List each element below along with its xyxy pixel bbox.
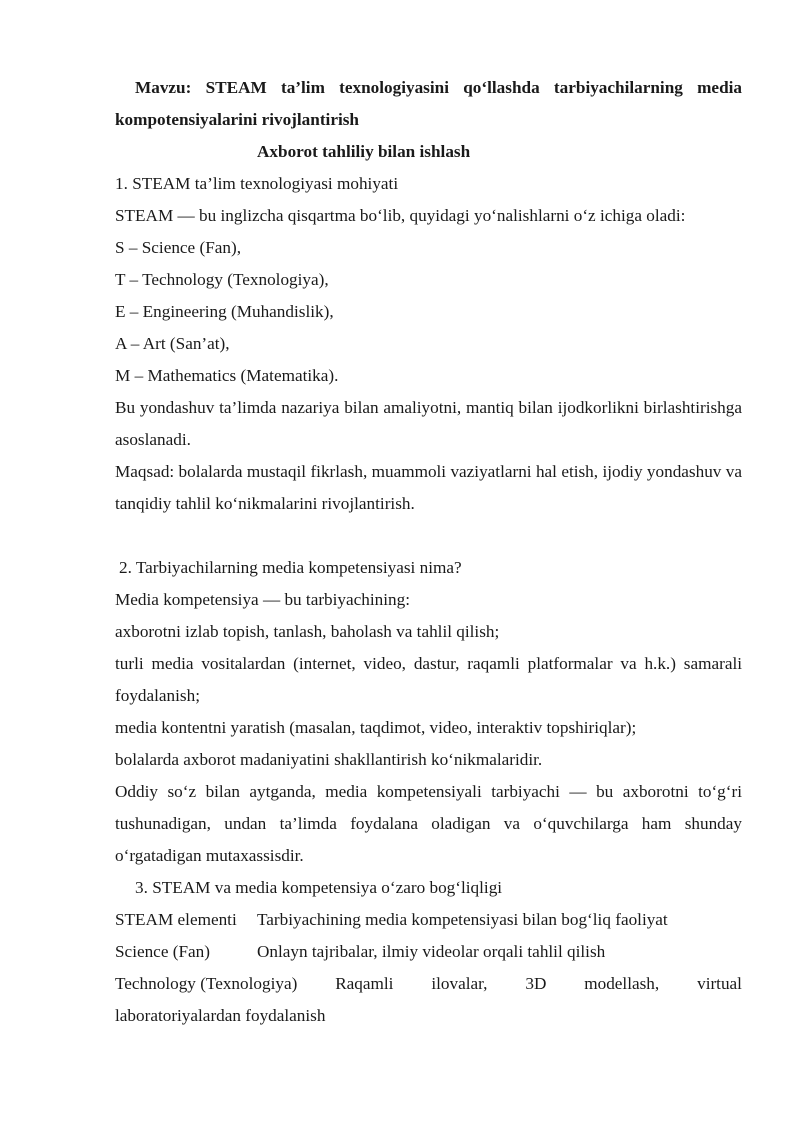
media-item-2: turli media vositalardan (internet, video, dastur, raqamli platformalar va h.k.) samarali foydalanish; bbox=[115, 654, 742, 705]
table-row bbox=[115, 936, 742, 968]
media-item-3: media kontentni yaratish (masalan, taqdimot, video, interaktiv topshiriqlar); bbox=[115, 718, 637, 737]
steam-item-m: M – Mathematics (Matematika). bbox=[115, 366, 339, 385]
table-header-activity: Tarbiyachining media kompetensiyasi bilan bog‘liq faoliyat bbox=[257, 910, 668, 929]
section-1-paragraph-2: Maqsad: bolalarda mustaqil fikrlash, muammoli vaziyatlarni hal etish, ijodiy yondashuv va tanqidiy tahlil ko‘nikmalarini rivojlantirish. bbox=[115, 462, 742, 513]
steam-item-a: A – Art (San’at), bbox=[115, 334, 230, 353]
table-header-row bbox=[115, 904, 742, 936]
table-cell-activity-continuation: laboratoriyalardan foydalanish bbox=[115, 1006, 326, 1025]
section-2-conclusion: Oddiy so‘z bilan aytganda, media kompetensiyali tarbiyachi — bu axborotni to‘g‘ri tushunadigan, undan ta’limda foydalana oladigan va o‘quvchilarga ham shunday o‘rgatadigan mutaxassisdir. bbox=[115, 782, 742, 865]
document-content bbox=[115, 72, 742, 1032]
steam-item-s: S – Science (Fan), bbox=[115, 238, 242, 257]
table-header-element: STEAM elementi bbox=[115, 910, 237, 929]
document-subtitle: Axborot tahliliy bilan ishlash bbox=[257, 142, 471, 161]
table-cell-activity: Onlayn tajribalar, ilmiy videolar orqali tahlil qilish bbox=[257, 942, 606, 961]
section-1-heading: 1. STEAM ta’lim texnologiyasi mohiyati bbox=[115, 174, 399, 193]
table-cell-element: Technology (Texnologiya) bbox=[115, 974, 298, 993]
blank-line bbox=[115, 520, 742, 552]
section-2-heading: 2. Tarbiyachilarning media kompetensiyasi nima? bbox=[119, 558, 462, 577]
table-cell-activity-word: Raqamli bbox=[335, 974, 394, 993]
steam-item-t: T – Technology (Texnologiya), bbox=[115, 270, 329, 289]
document-title-line-1: Mavzu: STEAM ta’lim texnologiyasini qo‘llashda tarbiyachilarning media bbox=[135, 78, 742, 97]
document-title-line-2: kompotensiyalarini rivojlantirish bbox=[115, 110, 359, 129]
media-item-4: bolalarda axborot madaniyatini shakllantirish ko‘nikmalaridir. bbox=[115, 750, 543, 769]
steam-item-e: E – Engineering (Muhandislik), bbox=[115, 302, 334, 321]
media-item-1: axborotni izlab topish, tanlash, baholash va tahlil qilish; bbox=[115, 622, 500, 641]
table-cell-activity-word: 3D bbox=[525, 974, 547, 993]
section-1-intro: STEAM — bu inglizcha qisqartma bo‘lib, quyidagi yo‘nalishlarni o‘z ichiga oladi: bbox=[115, 206, 686, 225]
table-row bbox=[115, 968, 742, 1000]
section-1-paragraph-1: Bu yondashuv ta’limda nazariya bilan amaliyotni, mantiq bilan ijodkorlikni birlashtirishga asoslanadi. bbox=[115, 398, 742, 449]
section-3-heading: 3. STEAM va media kompetensiya o‘zaro bog‘liqligi bbox=[135, 878, 503, 897]
table-cell-activity-word: virtual bbox=[697, 974, 742, 993]
table-cell-activity-word: ilovalar, bbox=[431, 974, 488, 993]
table-cell-activity-word: modellash, bbox=[584, 974, 660, 993]
table-cell-element: Science (Fan) bbox=[115, 942, 210, 961]
section-2-intro: Media kompetensiya — bu tarbiyachining: bbox=[115, 590, 410, 609]
